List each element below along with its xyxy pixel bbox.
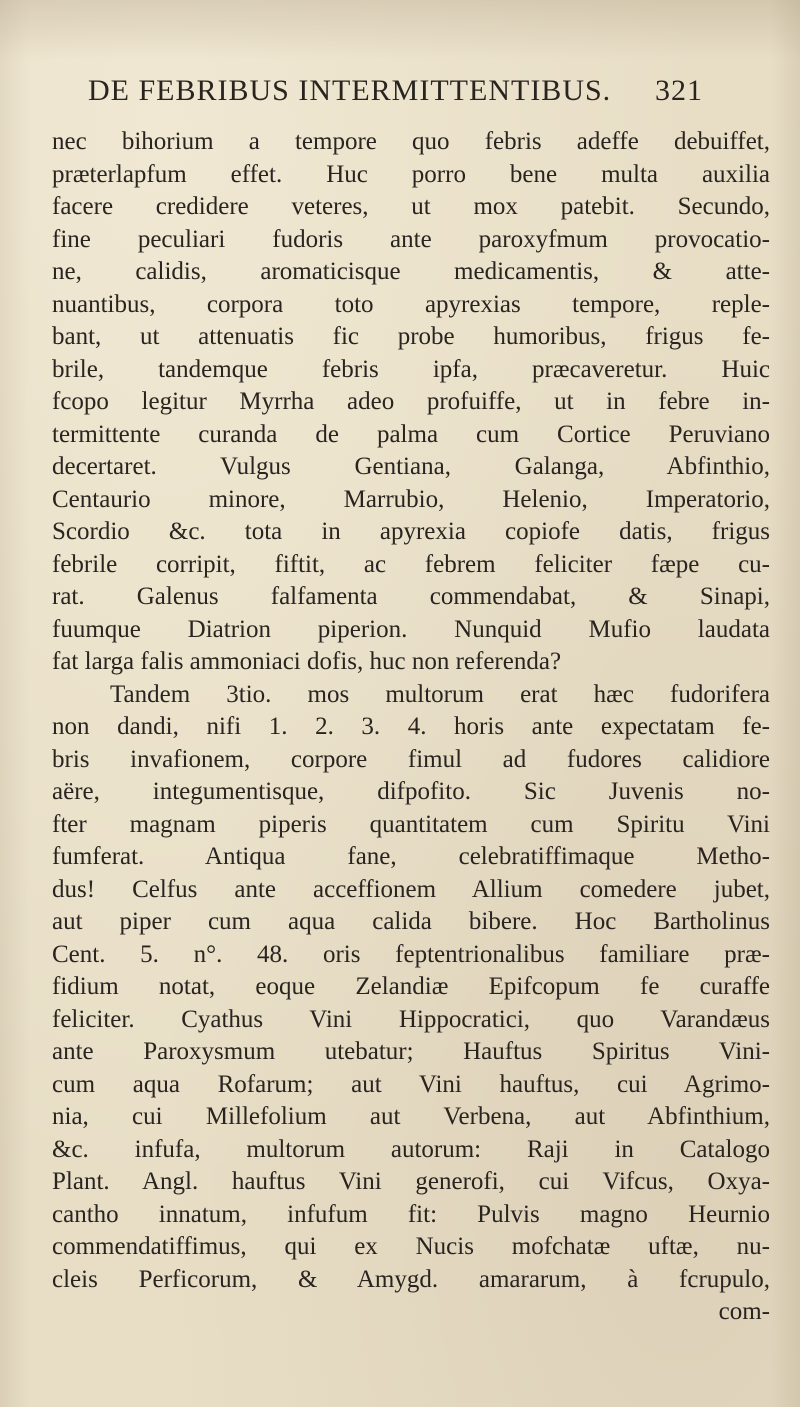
- text-line: cum aqua Rofarum; aut Vini hauftus, cui Agrimo-: [52, 1070, 770, 1098]
- text-line: Plant. Angl. hauftus Vini generofi, cui Vifcus, Oxya-: [52, 1168, 770, 1195]
- text-line: feliciter. Cyathus Vini Hippocratici, quo Varandæus: [52, 1005, 770, 1033]
- text-line: termittente curanda de palma cum Cortice Peruviano: [52, 420, 770, 448]
- text-line: decertaret. Vulgus Gentiana, Galanga, Abfinthio,: [52, 453, 770, 480]
- text-line: Tandem 3tio. mos multorum erat hæc fudorifera: [110, 680, 770, 708]
- text-line: fter magnam piperis quantitatem cum Spiritu Vini: [52, 810, 770, 838]
- text-line: fcopo legitur Myrrha adeo profuiffe, ut in febre in-: [52, 388, 770, 415]
- text-line: ne, calidis, aromaticisque medicamentis, & atte-: [52, 258, 770, 285]
- text-line: fidium notat, eoque Zelandiæ Epifcopum fe curaffe: [52, 973, 770, 1000]
- running-head-title: DE FEBRIBUS INTERMITTENTIBUS.: [88, 74, 612, 107]
- running-head: [88, 74, 768, 108]
- text-line: fuumque Diatrion piperion. Nunquid Mufio laudata: [52, 615, 770, 643]
- text-line: cantho innatum, infufum fit: Pulvis magno Heurnio: [52, 1200, 770, 1228]
- text-line: fumferat. Antiqua fane, celebratiffimaque Metho-: [52, 843, 770, 870]
- text-line: &c. infufa, multorum autorum: Raji in Catalogo: [52, 1135, 770, 1163]
- text-line: brile, tandemque febris ipfa, præcaveretur. Huic: [52, 355, 770, 383]
- text-line: bris invafionem, corpore fimul ad fudores calidiore: [52, 745, 770, 773]
- text-line: non dandi, nifi 1. 2. 3. 4. horis ante expectatam fe-: [52, 713, 770, 740]
- text-line: ante Paroxysmum utebatur; Hauftus Spiritus Vini-: [52, 1038, 770, 1065]
- text-line: aut piper cum aqua calida bibere. Hoc Bartholinus: [52, 908, 770, 935]
- text-line: bant, ut attenuatis fic probe humoribus, frigus fe-: [52, 323, 770, 350]
- text-line: aëre, integumentisque, difpofito. Sic Juvenis no-: [52, 778, 770, 805]
- text-line: rat. Galenus falfamenta commendabat, & Sinapi,: [52, 583, 770, 610]
- catchword: com-: [718, 1298, 770, 1325]
- text-line: facere credidere veteres, ut mox patebit. Secundo,: [52, 193, 770, 220]
- body-text: [52, 126, 770, 1329]
- text-line: Centaurio minore, Marrubio, Helenio, Imperatorio,: [52, 485, 770, 513]
- text-line: fine peculiari fudoris ante paroxyfmum provocatio-: [52, 225, 770, 253]
- text-line: Scordio &c. tota in apyrexia copiofe datis, frigus: [52, 518, 770, 545]
- text-line: commendatiffimus, qui ex Nucis mofchatæ uftæ, nu-: [52, 1233, 770, 1260]
- text-line: dus! Celfus ante acceffionem Allium comedere jubet,: [52, 875, 770, 903]
- text-line: præterlapfum effet. Huc porro bene multa auxilia: [52, 160, 770, 188]
- text-line: nia, cui Millefolium aut Verbena, aut Abfinthium,: [52, 1103, 770, 1130]
- page-edge-shadow: [0, 0, 800, 60]
- text-line: fat larga falis ammoniaci dofis, huc non referenda?: [52, 648, 562, 675]
- text-line: nec bihorium a tempore quo febris adeffe debuiffet,: [52, 128, 770, 155]
- text-line: cleis Perficorum, & Amygd. amararum, à fcrupulo,: [52, 1265, 770, 1293]
- text-line: febrile corripit, fiftit, ac febrem feliciter fæpe cu-: [52, 550, 770, 578]
- page-number: 321: [655, 74, 703, 107]
- text-line: Cent. 5. n°. 48. oris feptentrionalibus familiare præ-: [52, 940, 770, 968]
- text-line: nuantibus, corpora toto apyrexias tempore, reple-: [52, 290, 770, 318]
